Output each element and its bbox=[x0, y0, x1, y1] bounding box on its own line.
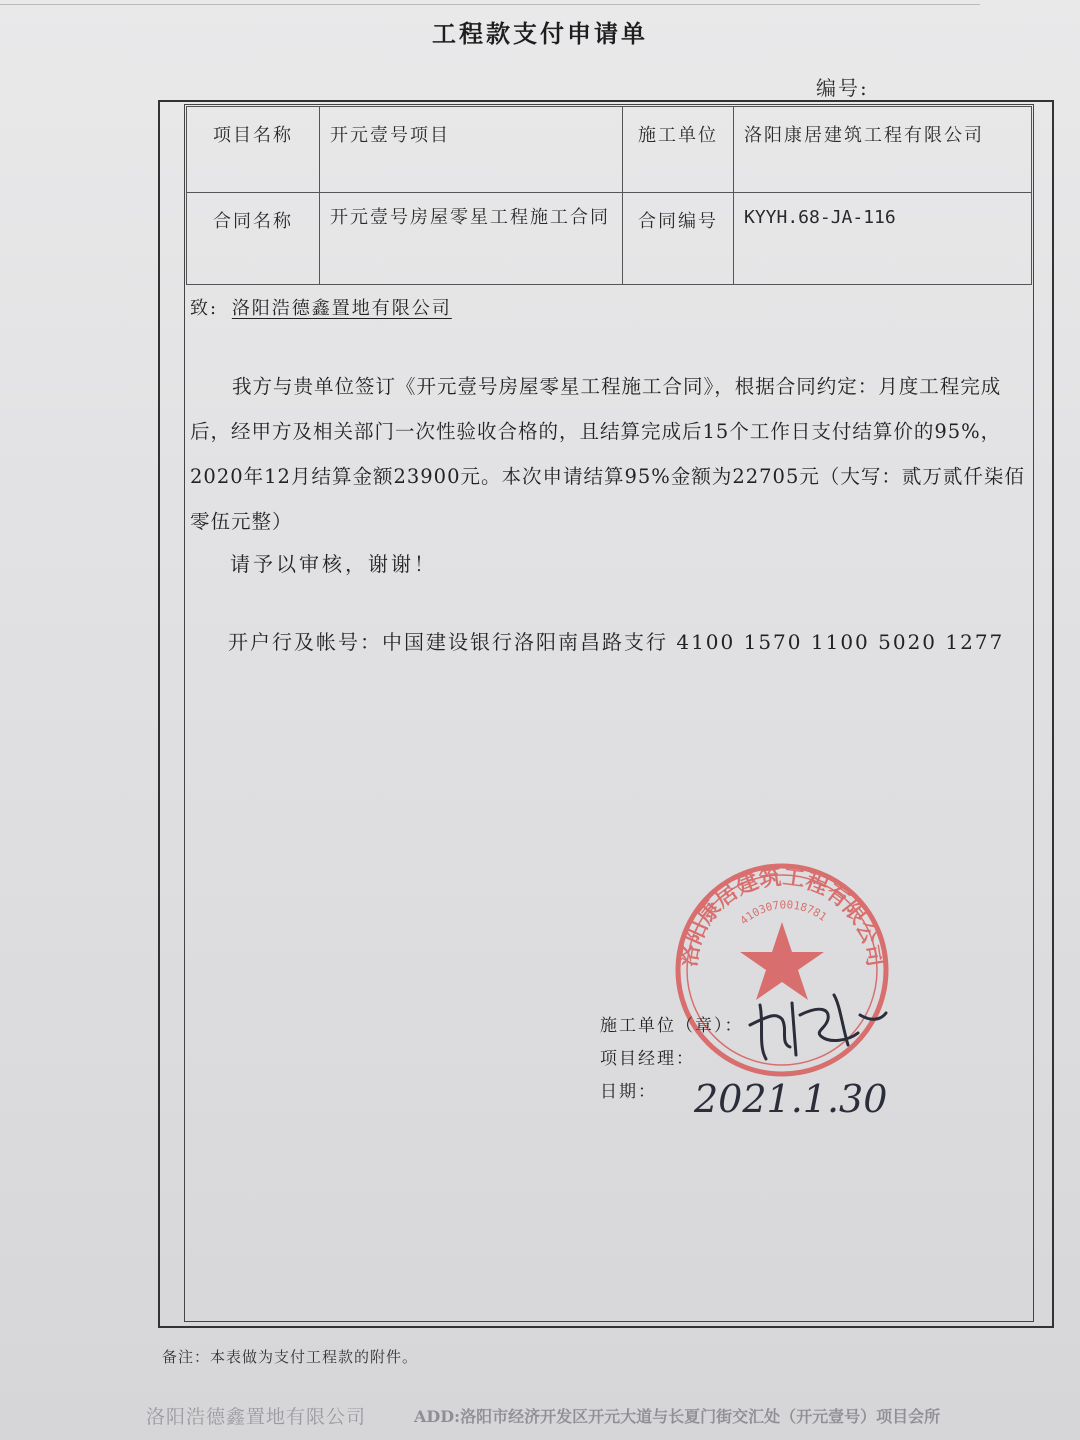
contract-name-value: 开元壹号房屋零星工程施工合同 bbox=[320, 193, 623, 285]
document-title: 工程款支付申请单 bbox=[432, 19, 648, 48]
stamp-serial: 4103070018781 bbox=[737, 898, 830, 928]
addressee-prefix: 致: bbox=[190, 298, 219, 319]
contractor-value: 洛阳康居建筑工程有限公司 bbox=[734, 107, 1032, 193]
project-name-label: 项目名称 bbox=[187, 107, 320, 193]
body-paragraph: 我方与贵单位签订《开元壹号房屋零星工程施工合同》，根据合同约定：月度工程完成后，经甲方及相关部门一次性验收合格的，且结算完成后15个工作日支付结算价的95%，2020年12月结算金额23900元。本次申请结算95%金额为22705元（大写：贰万贰仟柒佰零伍元整） bbox=[190, 375, 1025, 533]
top-rule bbox=[0, 4, 980, 5]
svg-text:2021.1.30: 2021.1.30 bbox=[694, 1077, 888, 1121]
bank-account-line: 开户行及帐号：中国建设银行洛阳南昌路支行 4100 1570 1100 5020 1277 bbox=[228, 630, 1005, 654]
contract-name-label: 合同名称 bbox=[187, 193, 320, 285]
addressee-name: 洛阳浩德鑫置地有限公司 bbox=[231, 298, 452, 319]
footer-address: ADD:洛阳市经济开发区开元大道与长夏门街交汇处（开元壹号）项目会所 bbox=[414, 1407, 941, 1426]
contract-number-value: KYYH.68-JA-116 bbox=[734, 193, 1032, 285]
project-name-value: 开元壹号项目 bbox=[320, 107, 623, 193]
footer-company: 洛阳浩德鑫置地有限公司 bbox=[146, 1406, 367, 1428]
letter-body bbox=[190, 364, 1028, 544]
inner-frame bbox=[184, 104, 1034, 1322]
stamp-text: 洛阳康居建筑工程有限公司 bbox=[675, 863, 889, 969]
date-label: 日期： bbox=[600, 1082, 657, 1102]
table-row bbox=[187, 107, 1032, 193]
handwritten-date bbox=[690, 1068, 890, 1128]
document-number-label: 编号: bbox=[816, 76, 869, 100]
closing-line: 请予以审核，谢谢！ bbox=[230, 552, 437, 576]
handwritten-signature bbox=[730, 985, 890, 1065]
footnote: 备注：本表做为支付工程款的附件。 bbox=[162, 1348, 419, 1366]
table-row bbox=[187, 193, 1032, 285]
contractor-seal-label: 施工单位（章）： bbox=[600, 1016, 744, 1036]
contractor-label: 施工单位 bbox=[623, 107, 734, 193]
info-table bbox=[186, 106, 1032, 285]
svg-text:4103070018781 bbox=[738, 898, 829, 927]
addressee-line bbox=[190, 294, 452, 320]
project-manager-label: 项目经理： bbox=[600, 1049, 695, 1069]
contract-number-label: 合同编号 bbox=[623, 193, 734, 285]
